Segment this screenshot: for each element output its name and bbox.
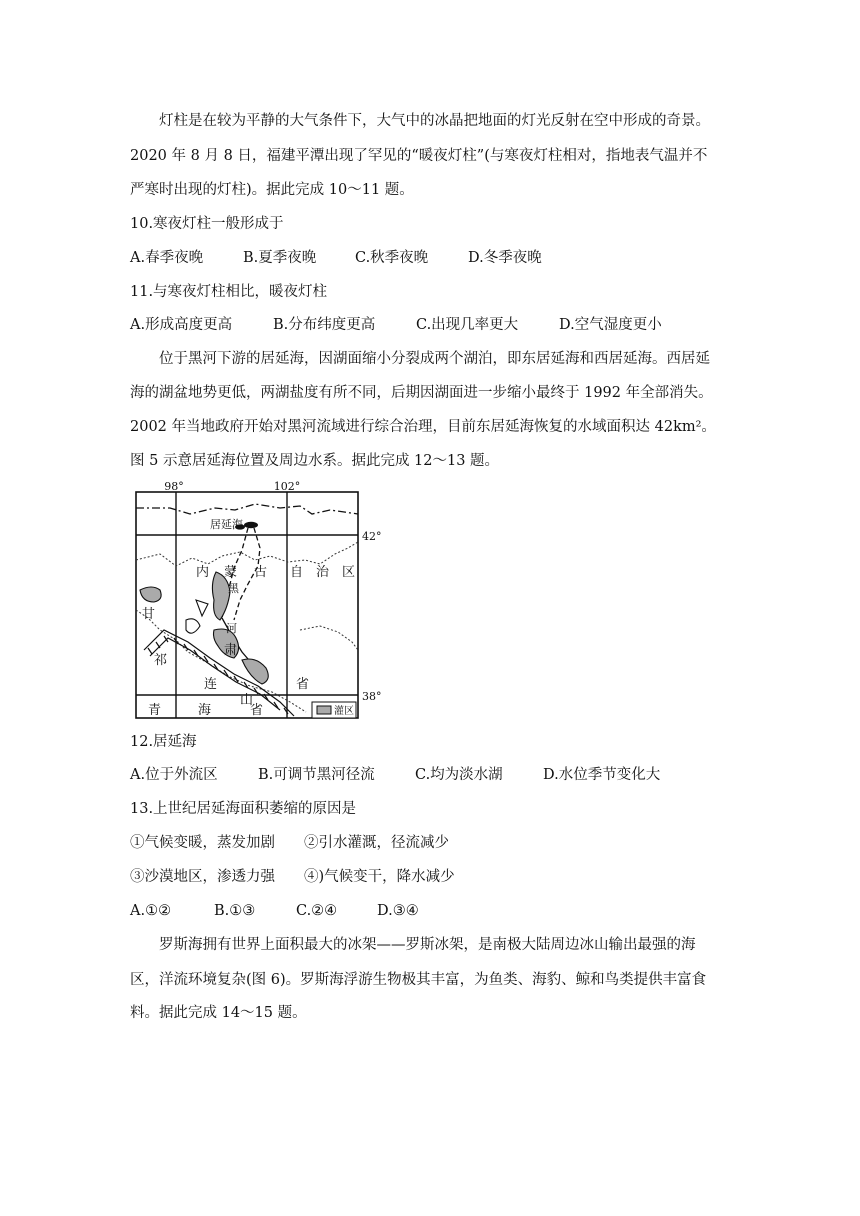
passage2-line-4: 图 5 示意居延海位置及周边水系。据此完成 12～13 题。 [130, 453, 500, 469]
irrigated-area-1 [140, 587, 161, 602]
option-d: D.水位季节变化大 [543, 767, 661, 783]
figure-5-map [130, 480, 382, 722]
lat-label-42: 42° [362, 530, 382, 543]
option-b: B.①③ [214, 903, 256, 919]
lon-label-98: 98° [164, 480, 184, 493]
lake-small [196, 600, 208, 616]
gansu-char-2: 肃 [224, 643, 238, 658]
question-10-options [130, 248, 542, 268]
qilian-char-1: 祁 [154, 653, 168, 668]
qinghai-char-2: 海 [198, 703, 212, 718]
region-char-1: 内 [196, 565, 210, 580]
choice-4: ④)气候变干，降水减少 [304, 869, 455, 885]
passage1-line-3: 严寒时出现的灯柱)。据此完成 10～11 题。 [130, 182, 414, 198]
legend-swatch [317, 706, 331, 714]
choice-1: ①气候变暖，蒸发加剧 [130, 835, 275, 851]
qilian-char-3: 山 [240, 693, 254, 708]
option-a: A.形成高度更高 [130, 317, 233, 333]
qinghai-char-1: 青 [148, 703, 162, 718]
region-char-6: 区 [342, 565, 356, 580]
question-12-stem: 12.居延海 [130, 734, 197, 750]
option-b: B.夏季夜晚 [243, 250, 317, 266]
option-a: A.①② [130, 903, 172, 919]
legend-label: 灌区 [334, 706, 354, 717]
passage1-line-1: 灯柱是在较为平静的大气条件下，大气中的冰晶把地面的灯光反射在空中形成的奇景。 [159, 113, 710, 129]
passage2-line-2: 海的湖盆地势更低，两湖盐度有所不同，后期因湖面进一步缩小最终于 1992 年全部消失。 [130, 385, 713, 401]
river-char-1: 黑 [228, 582, 239, 595]
lon-label-102: 102° [273, 480, 301, 493]
gansu-char-1: 甘 [142, 607, 156, 622]
juyan-lake-east [244, 522, 258, 528]
river-char-2: 河 [226, 622, 237, 635]
passage3-line-3: 料。据此完成 14～15 题。 [130, 1005, 307, 1021]
region-char-5: 治 [316, 565, 330, 580]
option-c: C.②④ [296, 903, 338, 919]
region-char-3: 古 [254, 565, 268, 580]
gansu-char-3: 省 [296, 677, 310, 692]
choice-2: ②引水灌溉，径流减少 [304, 835, 449, 851]
lat-label-38: 38° [362, 690, 382, 703]
region-char-4: 自 [290, 565, 304, 580]
passage1-line-2: 2020 年 8 月 8 日，福建平潭出现了罕见的“暖夜灯柱”(与寒夜灯柱相对，指地表气温并不 [130, 148, 708, 164]
option-d: D.空气湿度更小 [559, 317, 662, 333]
question-11-options [130, 315, 662, 335]
question-13-options [130, 901, 419, 921]
question-12-options [130, 765, 660, 785]
region-char-2: 蒙 [224, 565, 238, 580]
option-c: C.均为淡水湖 [415, 767, 503, 783]
option-b: B.分布纬度更高 [273, 317, 376, 333]
question-13-choices-row2 [130, 867, 455, 887]
national-border [136, 504, 358, 514]
lake-small-2 [186, 619, 200, 633]
map-legend [312, 702, 356, 718]
option-d: D.冬季夜晚 [468, 250, 542, 266]
question-10-stem: 10.寒夜灯柱一般形成于 [130, 216, 284, 232]
province-border-east [300, 626, 358, 650]
option-b: B.可调节黑河径流 [258, 767, 375, 783]
question-11-stem: 11.与寒夜灯柱相比，暖夜灯柱 [130, 284, 328, 300]
question-13-choices-row1 [130, 833, 449, 853]
option-a: A.位于外流区 [130, 767, 218, 783]
passage3-line-2: 区，洋流环境复杂(图 6)。罗斯海浮游生物极其丰富，为鱼类、海豹、鲸和鸟类提供丰富食 [130, 972, 707, 988]
passage2-line-3: 2002 年当地政府开始对黑河流域进行综合治理，目前东居延海恢复的水域面积达 42km²。 [130, 419, 716, 435]
lake-label: 居延海 [210, 518, 243, 531]
option-a: A.春季夜晚 [130, 250, 204, 266]
passage3-line-1: 罗斯海拥有世界上面积最大的冰架——罗斯冰架，是南极大陆周边冰山输出最强的海 [159, 937, 696, 953]
passage2-line-1: 位于黑河下游的居延海，因湖面缩小分裂成两个湖泊，即东居延海和西居延海。西居延 [159, 351, 710, 367]
choice-3: ③沙漠地区，渗透力强 [130, 869, 275, 885]
question-13-stem: 13.上世纪居延海面积萎缩的原因是 [130, 801, 357, 817]
option-c: C.出现几率更大 [416, 317, 519, 333]
province-border-north [136, 542, 358, 566]
qilian-char-2: 连 [204, 677, 218, 692]
qinghai-char-3: 省 [250, 703, 264, 718]
option-c: C.秋季夜晚 [355, 250, 429, 266]
option-d: D.③④ [377, 903, 419, 919]
